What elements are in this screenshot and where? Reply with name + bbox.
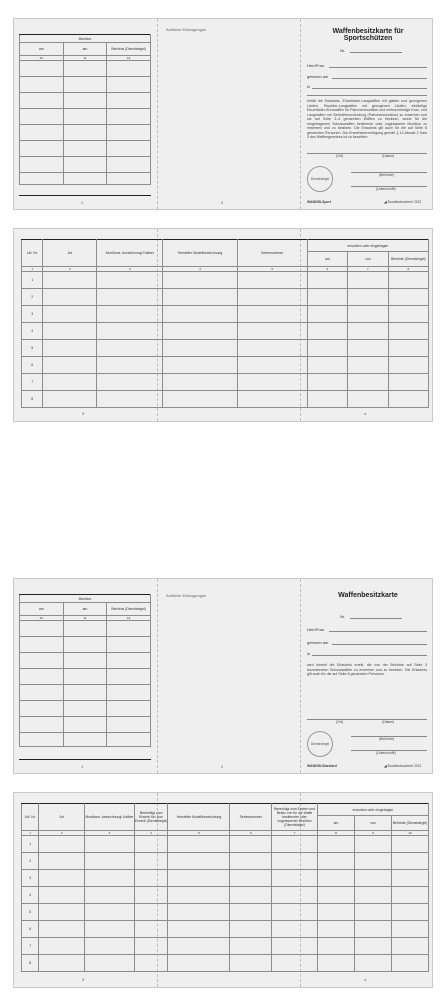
ammo-col: am	[20, 603, 64, 616]
col-number: 11	[63, 56, 107, 61]
signature-caption: (Unterschrift)	[376, 751, 396, 755]
col-number: 12	[107, 56, 151, 61]
col-number: 5	[168, 831, 230, 836]
fold-line	[157, 579, 158, 773]
col-number: 6	[307, 267, 347, 272]
fold-line	[157, 19, 158, 209]
ammo-table	[19, 594, 151, 747]
ammo-table	[19, 34, 151, 185]
column-header: erworben oder eingetragen	[317, 804, 428, 816]
fold-line	[300, 19, 301, 209]
col-number: 1	[22, 267, 43, 272]
printer-logo-icon: ◢	[384, 200, 387, 204]
row-number: 1	[22, 272, 43, 289]
ammo-col: Behörde (Dienstsiegel)	[107, 603, 151, 616]
table-row	[22, 938, 429, 955]
table-row	[22, 904, 429, 921]
page-number: 4	[364, 977, 367, 982]
column-header: Hersteller Modellbezeichnung	[168, 804, 230, 831]
column-header: Munitions- bezeichnung/ Kaliber	[97, 240, 163, 267]
ammo-col: am	[63, 43, 107, 56]
row-number: 3	[22, 306, 43, 323]
row-number: 2	[22, 289, 43, 306]
row-number: 5	[22, 904, 39, 921]
card-standard-inner	[13, 792, 433, 988]
printer-name: Bundesdruckerei 2021	[387, 200, 422, 204]
row-number: 5	[22, 340, 43, 357]
row-number: 6	[22, 357, 43, 374]
official-entries-heading: Amtliche Eintragungen	[166, 27, 207, 32]
column-header: Seriennummer	[237, 240, 307, 267]
page-number: 1	[81, 764, 84, 769]
table-row	[22, 391, 429, 408]
printer-logo-icon: ◢	[384, 764, 387, 768]
col-number: 6	[230, 831, 272, 836]
table-row	[22, 289, 429, 306]
page-number: 3	[82, 411, 85, 416]
row-number: 8	[22, 391, 43, 408]
column-header: von	[354, 816, 391, 831]
person-label: Herr/Frau	[307, 63, 325, 68]
col-number: 2	[39, 831, 85, 836]
col-number: 2	[43, 267, 97, 272]
row-number: 4	[22, 887, 39, 904]
form-code: WAM/SB-Standard	[307, 764, 337, 768]
in-label: in	[307, 651, 311, 656]
table-row	[22, 323, 429, 340]
col-number: 8	[317, 831, 354, 836]
column-header: Munitions- bezeichnung/ Kaliber	[85, 804, 135, 831]
card-title: Waffenbesitzkarte	[338, 592, 398, 599]
card-sport-inner	[13, 228, 433, 422]
col-number: 10	[20, 56, 64, 61]
place-caption: (Ort)	[336, 154, 343, 158]
ammo-col: Behörde (Dienstsiegel)	[107, 43, 151, 56]
column-header: am	[317, 816, 354, 831]
column-header: erworben oder eingetragen	[307, 240, 428, 252]
signature-caption: (Unterschrift)	[376, 187, 396, 191]
table-row	[22, 306, 429, 323]
table-row	[22, 357, 429, 374]
table-row	[22, 921, 429, 938]
ammo-col: am	[20, 43, 64, 56]
col-number: 3	[97, 267, 163, 272]
col-number: 3	[85, 831, 135, 836]
page-number: 2	[221, 200, 224, 205]
table-row	[22, 955, 429, 972]
seal-placeholder: Dienstsiegel	[307, 731, 333, 757]
col-number: 10	[20, 616, 64, 621]
col-number: 10	[391, 831, 428, 836]
permit-text: wird hiermit die Erlaubnis erteilt, die von der Behörde auf Seite 3 bezeichneten Schusswaffen zu erwerben und zu besitzen. Die Erlaubnis gilt auch für die auf Seite 8 genannten Personen.	[307, 663, 427, 676]
column-header: Berechtigt zum Erwerb und Besitz von für die Waffe bestimmter oder zugelassener Munition (Dienstsiegel)	[272, 804, 318, 831]
in-label: in	[307, 84, 311, 89]
col-number: 4	[163, 267, 237, 272]
column-header: am	[307, 252, 347, 267]
col-number: 12	[107, 616, 151, 621]
nr-label: Nr.	[340, 48, 346, 53]
column-header: Lfd. Nr.	[22, 804, 39, 831]
printer-name: Bundesdruckerei 2021	[387, 764, 422, 768]
title-line: Waffenbesitzkarte für	[332, 28, 404, 35]
col-number: 5	[237, 267, 307, 272]
page-number: 4	[364, 411, 367, 416]
row-number: 7	[22, 938, 39, 955]
col-number: 8	[388, 267, 428, 272]
nr-label: Nr.	[340, 614, 346, 619]
table-row	[22, 887, 429, 904]
ammo-header: Munition	[20, 595, 151, 603]
col-number: 7	[348, 267, 388, 272]
row-number: 6	[22, 921, 39, 938]
seal-placeholder: Dienstsiegel	[307, 166, 333, 192]
card-standard-front	[13, 578, 433, 774]
weapons-table	[21, 803, 429, 972]
col-number: 1	[22, 831, 39, 836]
table-row	[22, 374, 429, 391]
table-row	[22, 853, 429, 870]
row-number: 4	[22, 323, 43, 340]
col-number: 7	[272, 831, 318, 836]
page-number: 3	[82, 977, 85, 982]
ammo-col: am	[63, 603, 107, 616]
column-header: Hersteller Modellbezeichnung	[163, 240, 237, 267]
column-header: Behörde (Dienstsiegel)	[391, 816, 428, 831]
row-number: 7	[22, 374, 43, 391]
title-line: Sportschützen	[343, 35, 393, 42]
permit-text: erhält die Erlaubnis, Einzellader-Langwaffen mit glatten und gezogenen Läufen, Repetier-Langwaffen mit gezogenen Läufen, einläufige Einzellader-Kurzwaffen für Patronenmunition und mehrschüssige Kurz- und Langwaffen mit Zentralfeuerzündung (Patronenmunition) zu erwerben und sie auf Seite 3–4 genannten Waffen zu besitzen, sowie für die eingetragenen Schusswaffen bestimmte oder zugelassene Munition zu erwerben und zu besitzen. Die Erlaubnis gilt auch für die auf Seite 8 genannten Personen. Die Erwerbsberechtigung gemäß § 14 Absatz 2 Satz 3 des Waffengesetzes ist zu beachten.	[307, 99, 427, 139]
row-number: 3	[22, 870, 39, 887]
column-header: Art	[39, 804, 85, 831]
weapons-table	[21, 239, 429, 408]
column-header: Behörde (Dienstsiegel)	[388, 252, 428, 267]
column-header: von	[348, 252, 388, 267]
column-header: Lfd. Nr.	[22, 240, 43, 267]
page-number: 1	[81, 200, 84, 205]
printer-mark	[384, 765, 422, 769]
row-number: 8	[22, 955, 39, 972]
col-number: 4	[134, 831, 168, 836]
card-title	[309, 28, 427, 42]
col-number: 9	[354, 831, 391, 836]
born-label: geboren am	[307, 74, 329, 79]
authority-caption: (Behörde)	[379, 737, 395, 741]
form-code: WAM/SB-Sport	[307, 200, 331, 204]
official-entries-heading: Amtliche Eintragungen	[166, 593, 207, 598]
printer-mark	[384, 201, 422, 205]
card-sport-front	[13, 18, 433, 210]
row-number: 1	[22, 836, 39, 853]
date-caption: (Datum)	[382, 154, 395, 158]
table-row	[22, 836, 429, 853]
column-header: Berechtigt zum Erwerb für/ zum Erwerb (Dienstsiegel)	[134, 804, 168, 831]
table-row	[22, 272, 429, 289]
person-label: Herr/Frau	[307, 627, 325, 632]
page-number: 2	[221, 764, 224, 769]
column-header: Seriennummer	[230, 804, 272, 831]
col-number: 11	[63, 616, 107, 621]
column-header: Art	[43, 240, 97, 267]
place-caption: (Ort)	[336, 720, 343, 724]
born-label: geboren am	[307, 640, 329, 645]
table-row	[22, 340, 429, 357]
date-caption: (Datum)	[382, 720, 395, 724]
authority-caption: (Behörde)	[379, 173, 395, 177]
table-row	[22, 870, 429, 887]
fold-line	[300, 579, 301, 773]
row-number: 2	[22, 853, 39, 870]
ammo-header: Munition	[20, 35, 151, 43]
